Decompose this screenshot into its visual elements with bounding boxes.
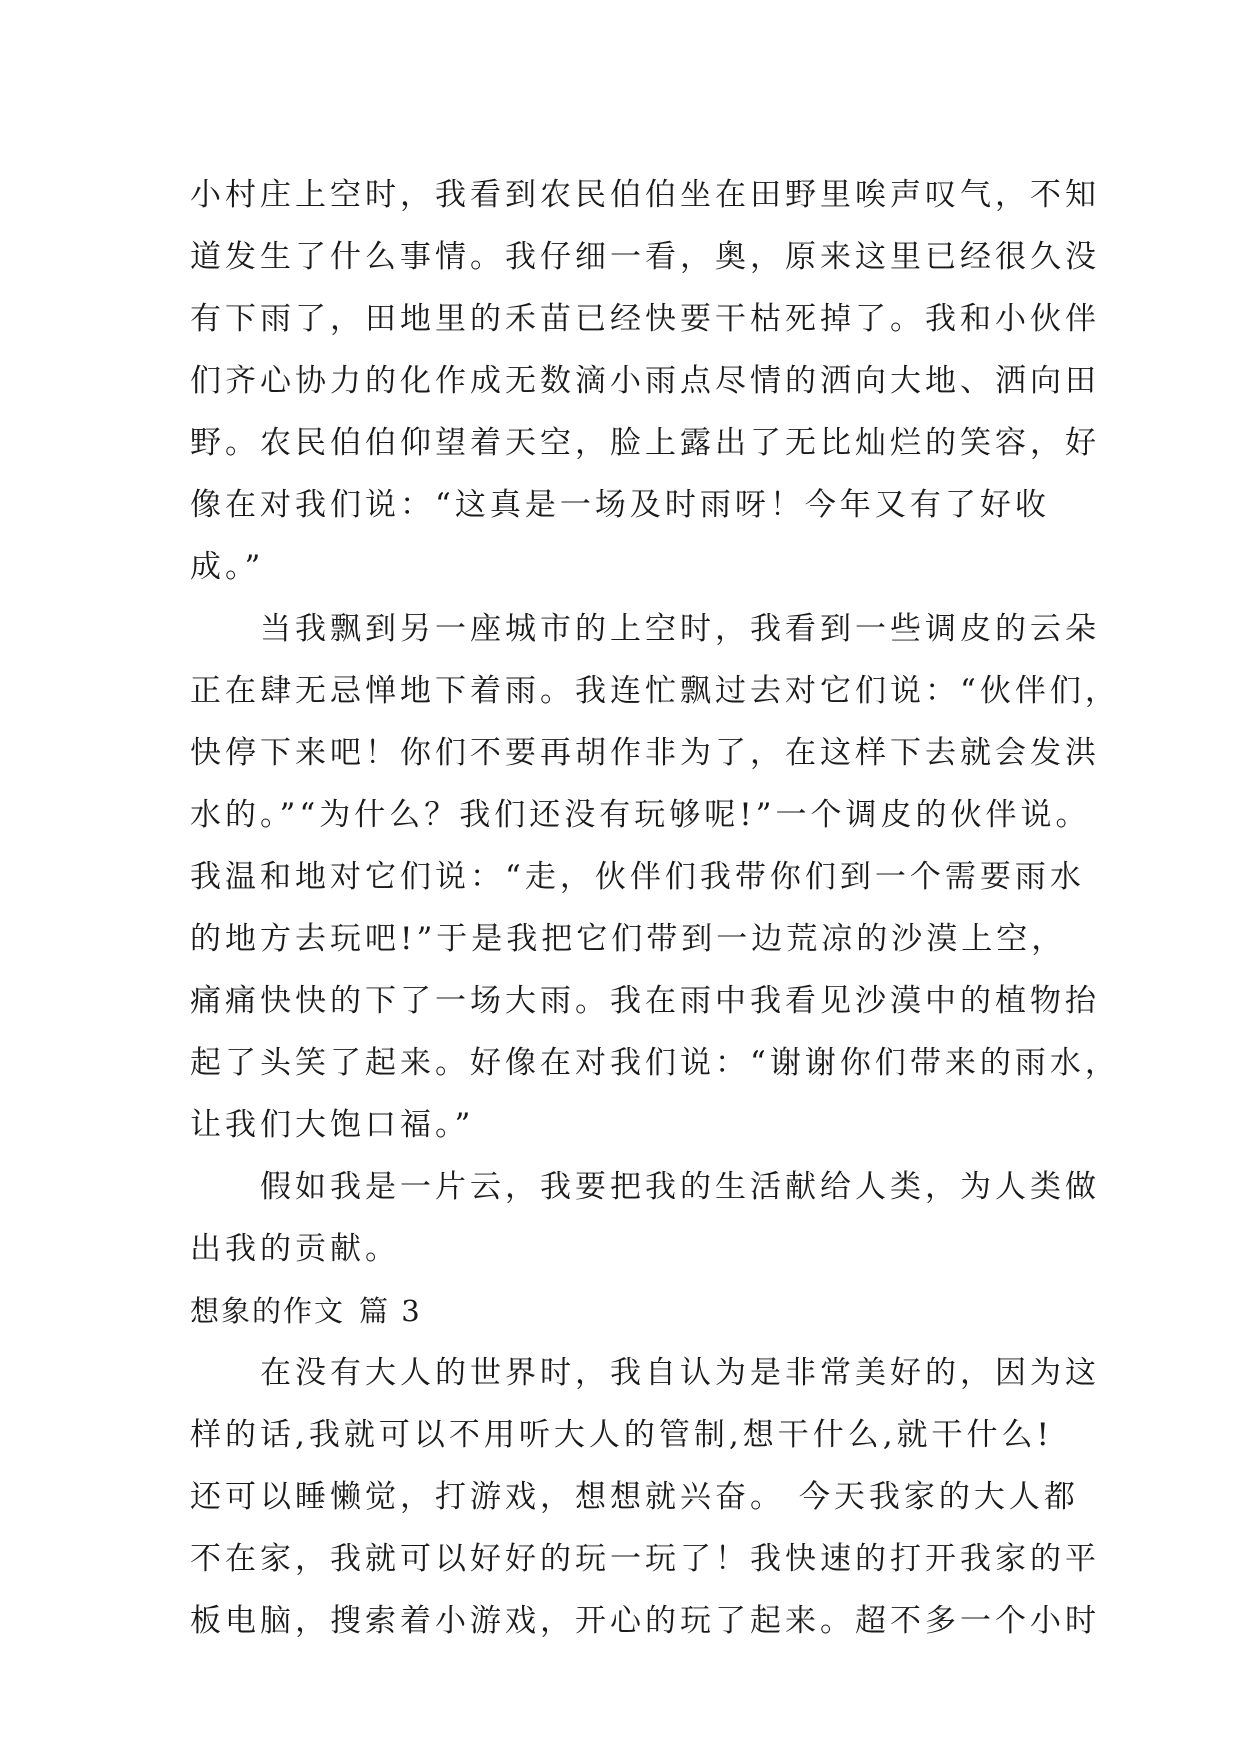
text-line: 出我的贡献。 — [190, 1231, 400, 1267]
text-line: 痛痛快快的下了一场大雨。我在雨中我看见沙漠中的植物抬 — [190, 983, 1100, 1019]
text-line: 的地方去玩吧!”于是我把它们带到一边荒凉的沙漠上空， — [190, 921, 1067, 957]
text-line: 成。” — [190, 549, 265, 585]
text-line: 快停下来吧！你们不要再胡作非为了，在这样下去就会发洪 — [190, 735, 1100, 771]
text-line: 当我飘到另一座城市的上空时，我看到一些调皮的云朵 — [260, 611, 1100, 647]
text-line: 小村庄上空时，我看到农民伯伯坐在田野里唉声叹气，不知 — [190, 177, 1100, 213]
document-body — [190, 164, 1120, 1652]
text-line: 在没有大人的世界时，我自认为是非常美好的，因为这 — [260, 1355, 1100, 1391]
text-line: 假如我是一片云，我要把我的生活献给人类，为人类做 — [260, 1169, 1100, 1205]
text-line: 板电脑，搜索着小游戏，开心的玩了起来。超不多一个小时 — [190, 1603, 1100, 1639]
text-line: 正在肆无忌惮地下着雨。我连忙飘过去对它们说：“伙伴们， — [190, 673, 1120, 709]
text-line: 我温和地对它们说：“走，伙伴们我带你们到一个需要雨水 — [190, 859, 1085, 895]
text-line: 水的。”“为什么？我们还没有玩够呢!”一个调皮的伙伴说。 — [190, 797, 1091, 833]
paragraph — [190, 598, 1120, 1156]
text-line: 有下雨了，田地里的禾苗已经快要干枯死掉了。我和小伙伴 — [190, 301, 1100, 337]
text-line: 起了头笑了起来。好像在对我们说：“谢谢你们带来的雨水， — [190, 1045, 1120, 1081]
text-line: 道发生了什么事情。我仔细一看，奥，原来这里已经很久没 — [190, 239, 1100, 275]
section-number: 篇 3 — [359, 1294, 422, 1328]
paragraph — [190, 164, 1100, 598]
section-heading — [190, 1280, 1070, 1342]
text-line: 样的话,我就可以不用听大人的管制,想干什么,就干什么! — [190, 1417, 1054, 1453]
text-line: 像在对我们说：“这真是一场及时雨呀！今年又有了好收 — [190, 487, 1050, 523]
paragraph — [190, 1156, 1100, 1280]
section-title: 想象的作文 — [190, 1294, 346, 1328]
text-line: 们齐心协力的化作成无数滴小雨点尽情的洒向大地、洒向田 — [190, 363, 1100, 399]
text-line: 不在家，我就可以好好的玩一玩了！我快速的打开我家的平 — [190, 1541, 1100, 1577]
text-line: 还可以睡懒觉，打游戏，想想就兴奋。 今天我家的大人都 — [190, 1479, 1079, 1515]
paragraph — [190, 1342, 1100, 1652]
text-line: 野。农民伯伯仰望着天空，脸上露出了无比灿烂的笑容，好 — [190, 425, 1100, 461]
text-line: 让我们大饱口福。” — [190, 1107, 475, 1143]
